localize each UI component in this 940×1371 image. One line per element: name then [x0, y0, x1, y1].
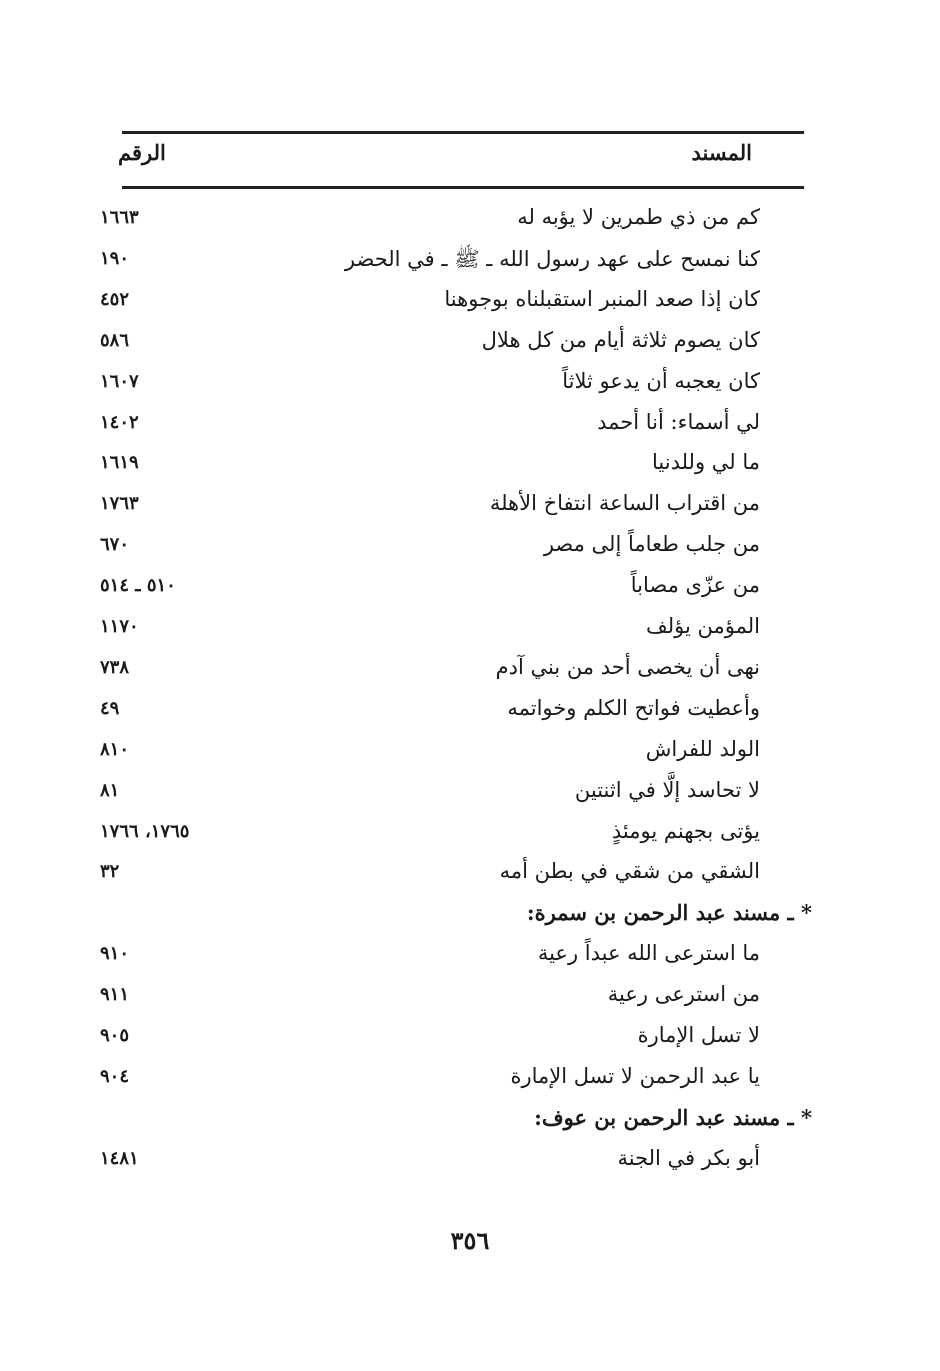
- hadith-text: كان إذا صعد المنبر استقبلناه بوجوهنا: [444, 287, 760, 311]
- hadith-text: الولد للفراش: [645, 737, 760, 761]
- list-item: [100, 365, 760, 405]
- list-item: [100, 610, 760, 650]
- list-item: [100, 937, 760, 977]
- list-item: [100, 733, 760, 773]
- hadith-text: كان يعجبه أن يدعو ثلاثاً: [562, 369, 760, 393]
- section-heading: [100, 1101, 812, 1141]
- hadith-text: يا عبد الرحمن لا تسل الإمارة: [510, 1064, 760, 1088]
- list-item: [100, 774, 760, 814]
- hadith-text: كم من ذي طمرين لا يؤبه له: [517, 205, 760, 229]
- hadith-number: ١٩٠: [100, 248, 130, 269]
- hadith-number: ٤٩: [100, 698, 120, 719]
- hadith-number: ١٧٦٣: [100, 493, 139, 514]
- hadith-number: ١٦١٩: [100, 452, 139, 473]
- hadith-number: ١٧٦٥، ١٧٦٦: [100, 821, 190, 842]
- asterisk-marker: *: [801, 900, 812, 925]
- list-item: [100, 651, 760, 691]
- hadith-number: ٦٧٠: [100, 534, 130, 555]
- hadith-text: من استرعى رعية: [607, 982, 760, 1006]
- hadith-number: ١١٧٠: [100, 616, 139, 637]
- section-heading: [100, 896, 812, 936]
- list-item: [100, 283, 760, 323]
- hadith-number: ٣٢: [100, 861, 120, 882]
- list-item: [100, 528, 760, 568]
- column-header-number: الرقم: [118, 140, 166, 165]
- hadith-text: من عزّى مصاباً: [630, 573, 760, 597]
- list-item: [100, 978, 760, 1018]
- hadith-text: لي أسماء: أنا أحمد: [597, 410, 760, 434]
- column-header-musnad: المسند: [691, 140, 752, 165]
- hadith-text: من جلب طعاماً إلى مصر: [543, 532, 760, 556]
- hadith-text: لا تحاسد إلَّا في اثنتين: [574, 778, 760, 802]
- page-number: ٣٥٦: [450, 1226, 490, 1255]
- header-top-rule: [122, 131, 804, 134]
- hadith-text: أبو بكر في الجنة: [617, 1146, 760, 1170]
- hadith-text: كنا نمسح على عهد رسول الله ـ ﷺ ـ في الحضر: [344, 247, 760, 271]
- list-item: [100, 324, 760, 364]
- section-title: [527, 900, 812, 925]
- hadith-text: ما لي وللدنيا: [652, 450, 760, 474]
- hadith-number: ٨١٠: [100, 739, 130, 760]
- list-item: [100, 201, 760, 241]
- list-item: [100, 1019, 760, 1059]
- hadith-number: ١٦٦٣: [100, 207, 139, 228]
- hadith-number: ٤٥٢: [100, 289, 130, 310]
- hadith-text: يؤتى بجهنم يومئذٍ: [611, 819, 760, 843]
- hadith-text: كان يصوم ثلاثة أيام من كل هلال: [481, 328, 760, 352]
- asterisk-marker: *: [801, 1105, 812, 1130]
- section-title: [534, 1105, 812, 1130]
- list-item: [100, 446, 760, 486]
- list-item: [100, 1142, 760, 1182]
- hadith-text: المؤمن يؤلف: [646, 614, 760, 638]
- hadith-text: لا تسل الإمارة: [637, 1023, 760, 1047]
- list-item: [100, 692, 760, 732]
- hadith-text: وأعطيت فواتح الكلم وخواتمه: [507, 696, 760, 720]
- hadith-number: ١٦٠٧: [100, 371, 139, 392]
- list-item: [100, 406, 760, 446]
- hadith-number: ٨١: [100, 780, 120, 801]
- hadith-number: ١٤٠٢: [100, 412, 139, 433]
- hadith-text: من اقتراب الساعة انتفاخ الأهلة: [489, 491, 760, 515]
- hadith-number: ٩٠٤: [100, 1066, 130, 1087]
- hadith-text: الشقي من شقي في بطن أمه: [499, 859, 760, 883]
- list-item: [100, 242, 760, 282]
- hadith-number: ١٤٨١: [100, 1148, 139, 1169]
- header-bottom-rule: [122, 186, 804, 189]
- hadith-number: ٥٨٦: [100, 330, 130, 351]
- list-item: [100, 1060, 760, 1100]
- list-item: [100, 569, 760, 609]
- hadith-number: ٥١٠ ـ ٥١٤: [100, 575, 176, 596]
- list-item: [100, 487, 760, 527]
- section-title-text: ـ مسند عبد الرحمن بن عوف:: [534, 1105, 794, 1130]
- hadith-number: ٩١٠: [100, 943, 130, 964]
- hadith-number: ٩٠٥: [100, 1025, 130, 1046]
- hadith-text: نهى أن يخصى أحد من بني آدم: [495, 655, 760, 679]
- section-title-text: ـ مسند عبد الرحمن بن سمرة:: [526, 900, 794, 925]
- hadith-number: ٩١١: [100, 984, 130, 1005]
- hadith-number: ٧٣٨: [100, 657, 130, 678]
- list-item: [100, 815, 760, 855]
- hadith-text: ما استرعى الله عبداً رعية: [537, 941, 760, 965]
- list-item: [100, 855, 760, 895]
